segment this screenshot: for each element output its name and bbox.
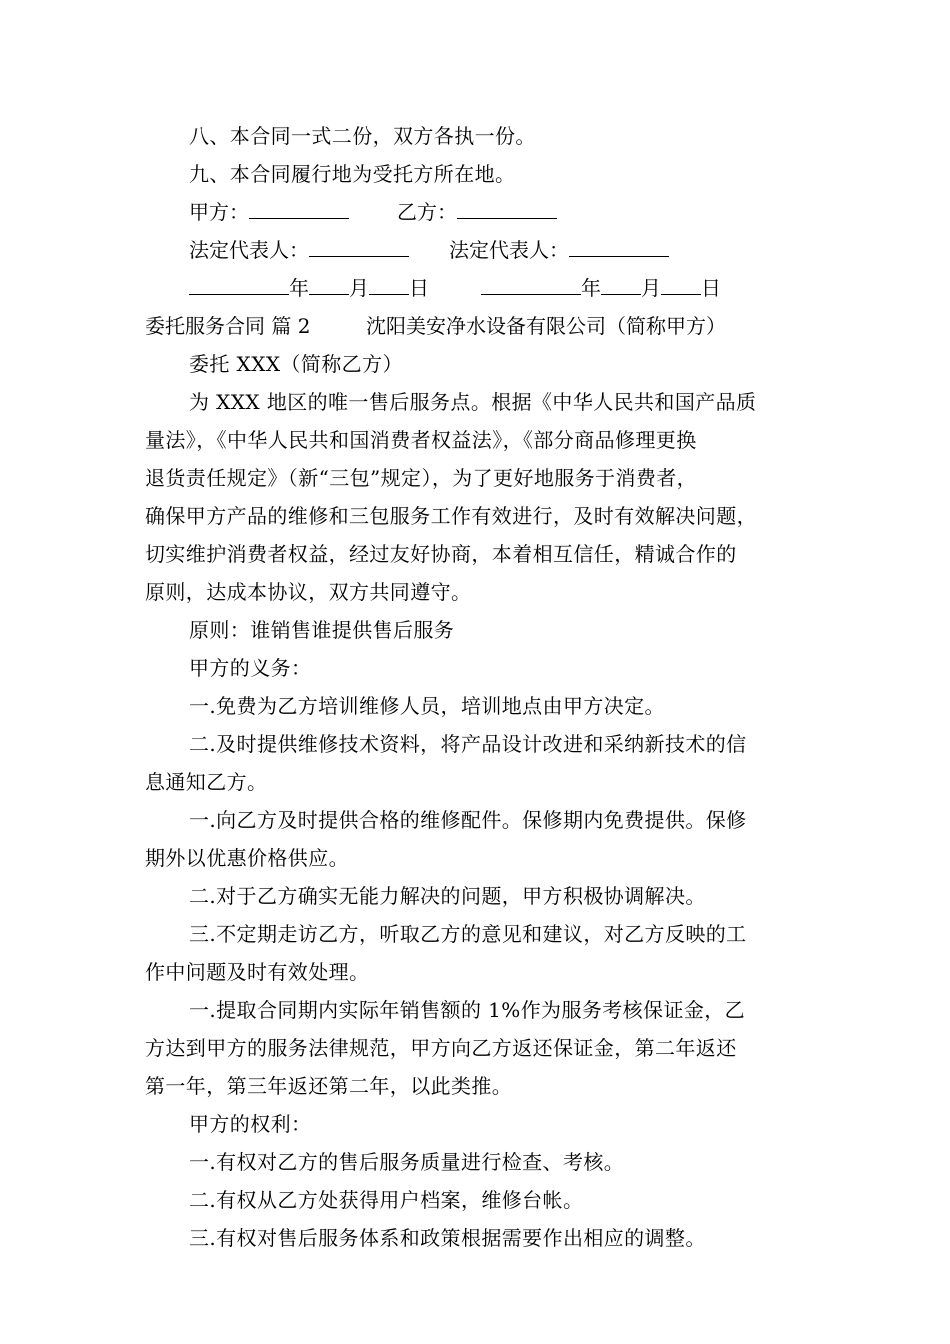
body-line: 一.免费为乙方培训维修人员，培训地点由甲方决定。 [189, 694, 665, 718]
date-a-row [189, 269, 429, 307]
rep-b-blank [569, 234, 669, 257]
body-line: 一.向乙方及时提供合格的维修配件。保修期内免费提供。保修 [189, 808, 747, 832]
party-a-blank [249, 196, 349, 219]
party-a-label: 甲方： [189, 200, 249, 224]
section-heading: 甲方的权利： [189, 1112, 312, 1136]
body-line: 为 XXX 地区的唯一售后服务点。根据《中华人民共和国产品质 [189, 390, 757, 414]
section-heading: 甲方的义务： [189, 656, 312, 680]
clause-9: 九、本合同履行地为受托方所在地。 [189, 162, 516, 186]
date-b-year-blank [481, 272, 581, 295]
rep-a-row [189, 231, 409, 269]
body-line: 作中问题及时有效处理。 [145, 960, 370, 984]
party-b-label: 乙方： [397, 200, 457, 224]
body-line: 息通知乙方。 [145, 770, 268, 794]
body-line: 二.有权从乙方处获得用户档案，维修台帐。 [189, 1188, 584, 1212]
body-line: 三.有权对售后服务体系和政策根据需要作出相应的调整。 [189, 1226, 706, 1250]
principle-line: 原则：谁销售谁提供售后服务 [189, 618, 455, 642]
body-line: 方达到甲方的服务法律规范，甲方向乙方返还保证金，第二年返还 [145, 1036, 737, 1060]
party-b-blank [457, 196, 557, 219]
body-line: 二.对于乙方确实无能力解决的问题，甲方积极协调解决。 [189, 884, 706, 908]
body-line: 期外以优惠价格供应。 [145, 846, 349, 870]
date-b-month-blank [601, 272, 641, 295]
date-a-year-blank [189, 272, 289, 295]
body-line: 一.有权对乙方的售后服务质量进行检查、考核。 [189, 1150, 625, 1174]
body-line: 切实维护消费者权益，经过友好协商，本着相互信任，精诚合作的 [145, 542, 737, 566]
date-a-year: 年 [289, 276, 309, 300]
party-a-row [189, 193, 349, 231]
rep-a-blank [309, 234, 409, 257]
rep-a-label: 法定代表人： [189, 238, 309, 262]
body-line: 退货责任规定》（新“三包”规定），为了更好地服务于消费者， [145, 466, 698, 490]
date-a-month: 月 [349, 276, 369, 300]
rep-b-row [449, 231, 669, 269]
body-line: 二.及时提供维修技术资料，将产品设计改进和采纳新技术的信 [189, 732, 747, 756]
date-b-day: 日 [701, 276, 721, 300]
date-a-day: 日 [409, 276, 429, 300]
date-a-day-blank [369, 272, 409, 295]
body-line: 量法》，《中华人民共和国消费者权益法》，《部分商品修理更换 [145, 428, 697, 452]
body-line: 原则，达成本协议，双方共同遵守。 [145, 580, 472, 604]
body-line: 三.不定期走访乙方，听取乙方的意见和建议，对乙方反映的工 [189, 922, 747, 946]
date-b-row [481, 269, 721, 307]
date-b-day-blank [661, 272, 701, 295]
entrust-line: 委托 XXX（简称乙方） [189, 352, 403, 376]
date-b-month: 月 [641, 276, 661, 300]
date-b-year: 年 [581, 276, 601, 300]
body-line: 确保甲方产品的维修和三包服务工作有效进行，及时有效解决问题， [145, 504, 757, 528]
body-line: 一.提取合同期内实际年销售额的 1%作为服务考核保证金，乙 [189, 998, 746, 1022]
contract-title: 委托服务合同 篇 2 [145, 314, 311, 338]
company-name: 沈阳美安净水设备有限公司（简称甲方） [366, 314, 726, 338]
date-a-month-blank [309, 272, 349, 295]
body-line: 第一年，第三年返还第二年，以此类推。 [145, 1074, 513, 1098]
clause-8: 八、本合同一式二份，双方各执一份。 [189, 124, 536, 148]
party-b-row [397, 193, 557, 231]
rep-b-label: 法定代表人： [449, 238, 569, 262]
